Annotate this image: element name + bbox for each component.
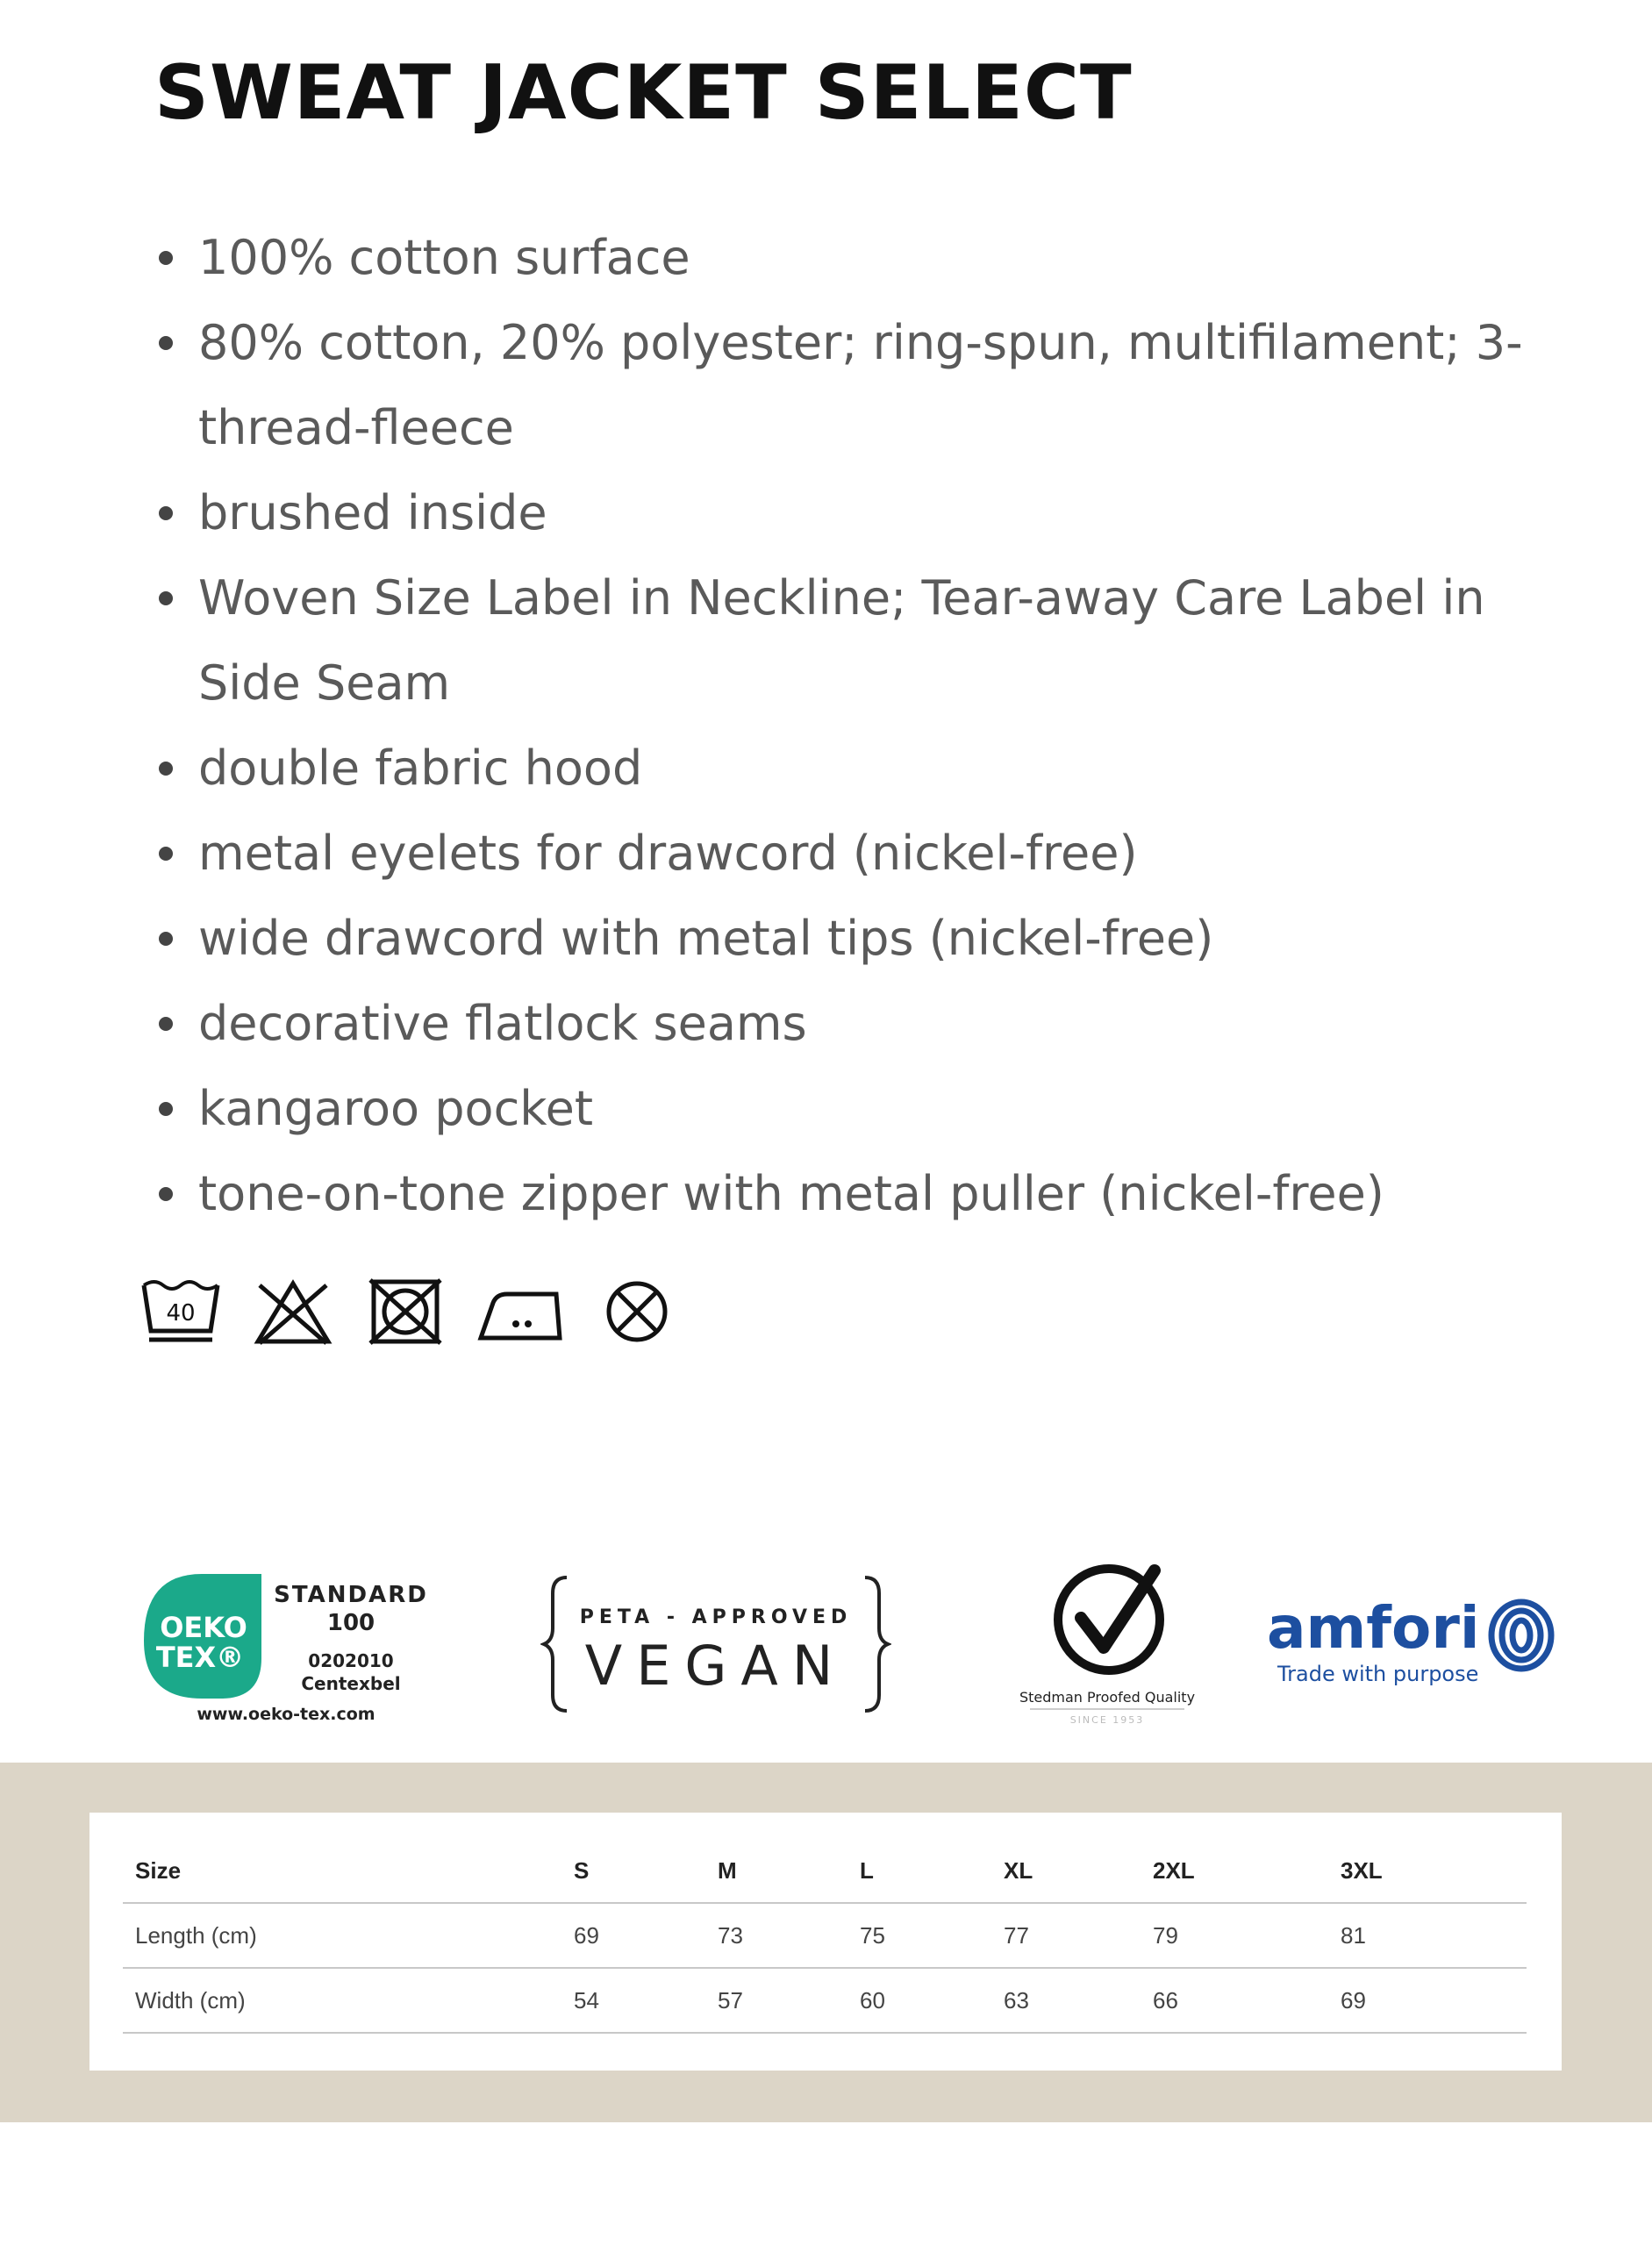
size-header-cell: L bbox=[847, 1839, 991, 1903]
amfori-tagline: Trade with purpose bbox=[1277, 1662, 1479, 1686]
oeko-standard-label: STANDARD bbox=[274, 1582, 428, 1608]
size-header-cell: XL bbox=[991, 1839, 1141, 1903]
amfori-logo bbox=[1263, 1553, 1562, 1728]
size-header-cell: 2XL bbox=[1141, 1839, 1328, 1903]
do-not-dry-clean-icon bbox=[597, 1277, 677, 1347]
iron-medium-icon bbox=[477, 1277, 565, 1347]
feature-item: wide drawcord with metal tips (nickel-free) bbox=[198, 896, 1602, 981]
feature-item: decorative flatlock seams bbox=[198, 981, 1602, 1066]
feature-text: Woven Size Label in Neckline; Tear-away Care Label in Side Seam bbox=[198, 570, 1485, 711]
oeko-institute: Centexbel bbox=[301, 1673, 401, 1694]
feature-item: tone-on-tone zipper with metal puller (nickel-free) bbox=[198, 1151, 1602, 1236]
table-cell: 75 bbox=[847, 1903, 991, 1968]
feature-item bbox=[198, 555, 1532, 726]
size-header-cell: M bbox=[705, 1839, 847, 1903]
feature-item: 100% cotton surface bbox=[198, 215, 1602, 300]
certification-logos bbox=[132, 1553, 1570, 1737]
vegan-big-label: VEGAN bbox=[584, 1634, 847, 1698]
wash-temp-label: 40 bbox=[166, 1300, 196, 1327]
vegan-small-label: PETA - APPROVED bbox=[579, 1606, 853, 1628]
feature-item: brushed inside bbox=[198, 470, 1602, 555]
size-header-cell: Size bbox=[123, 1839, 561, 1903]
feature-list bbox=[154, 215, 1602, 1236]
stedman-since: SINCE 1953 bbox=[1069, 1714, 1145, 1726]
oeko-code: 0202010 bbox=[308, 1650, 394, 1671]
table-cell: 73 bbox=[705, 1903, 847, 1968]
size-header-row bbox=[123, 1839, 1527, 1903]
table-cell: 69 bbox=[1328, 1968, 1527, 2033]
oeko-badge-line1: OEKO bbox=[160, 1611, 247, 1644]
product-title: SWEAT JACKET SELECT bbox=[154, 49, 1133, 137]
feature-item: metal eyelets for drawcord (nickel-free) bbox=[198, 811, 1602, 896]
size-table bbox=[123, 1839, 1527, 2034]
table-cell: 60 bbox=[847, 1968, 991, 2033]
table-cell: 69 bbox=[561, 1903, 705, 1968]
feature-item: kangaroo pocket bbox=[198, 1066, 1602, 1151]
wash-40-icon bbox=[140, 1277, 221, 1347]
amfori-name: amfori bbox=[1267, 1594, 1480, 1662]
table-cell: 54 bbox=[561, 1968, 705, 2033]
table-row bbox=[123, 1968, 1527, 2033]
oeko-badge-line2: TEX® bbox=[155, 1641, 245, 1674]
oeko-url: www.oeko-tex.com bbox=[197, 1705, 375, 1724]
care-symbols bbox=[140, 1272, 677, 1351]
do-not-bleach-icon bbox=[253, 1277, 333, 1347]
do-not-tumble-dry-icon bbox=[365, 1277, 446, 1347]
stedman-caption: Stedman Proofed Quality bbox=[1019, 1689, 1196, 1706]
size-chart-card bbox=[89, 1813, 1562, 2071]
peta-vegan-logo bbox=[540, 1553, 891, 1728]
table-cell: 66 bbox=[1141, 1968, 1328, 2033]
table-row bbox=[123, 1903, 1527, 1968]
table-cell: 57 bbox=[705, 1968, 847, 2033]
size-header-cell: S bbox=[561, 1839, 705, 1903]
size-header-cell: 3XL bbox=[1328, 1839, 1527, 1903]
stedman-quality-logo bbox=[983, 1544, 1228, 1737]
feature-text: 80% cotton, 20% polyester; ring-spun, multifilament; 3-thread-fleece bbox=[198, 315, 1523, 455]
table-cell: 81 bbox=[1328, 1903, 1527, 1968]
table-cell: 77 bbox=[991, 1903, 1141, 1968]
table-cell: Length (cm) bbox=[123, 1903, 561, 1968]
feature-item: double fabric hood bbox=[198, 726, 1602, 811]
oeko-tex-logo bbox=[137, 1553, 435, 1728]
oeko-standard-number: 100 bbox=[326, 1610, 375, 1636]
table-cell: Width (cm) bbox=[123, 1968, 561, 2033]
table-cell: 79 bbox=[1141, 1903, 1328, 1968]
feature-item bbox=[198, 300, 1567, 470]
table-cell: 63 bbox=[991, 1968, 1141, 2033]
